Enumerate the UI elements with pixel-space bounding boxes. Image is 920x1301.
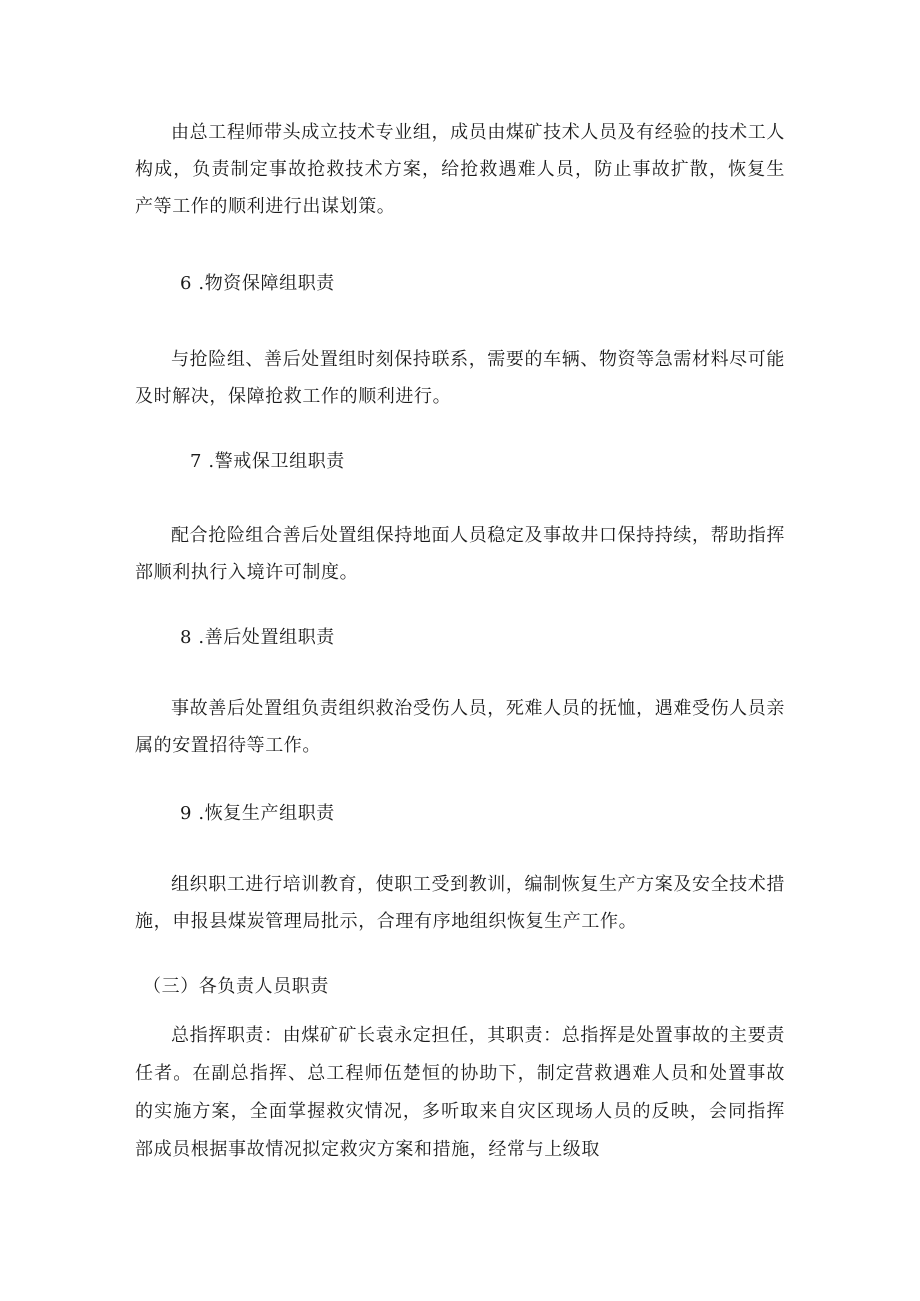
- paragraph-commander-duties: 总指挥职责：由煤矿矿长袁永定担任，其职责：总指挥是处置事故的主要责任者。在副总指挥、总工程师伍楚恒的协助下，制定营救遇难人员和处置事故的实施方案，全面掌握救灾情况，多听取来自灾区现场人员的反映，会同指挥部成员根据事故情况拟定救灾方案和措施，经常与上级取: [135, 1025, 785, 1160]
- heading-aftermath-group: 8 .善后处置组职责: [180, 627, 335, 648]
- paragraph-security-group: 配合抢险组合善后处置组保持地面人员稳定及事故井口保持持续，帮助指挥部顺利执行入境许可制度。: [135, 525, 785, 583]
- heading-section-three: （三）各负责人员职责: [143, 976, 329, 997]
- paragraph-material-support-group: 与抢险组、善后处置组时刻保持联系，需要的车辆、物资等急需材料尽可能及时解决，保障抢救工作的顺利进行。: [135, 349, 785, 407]
- heading-material-support-group: 6 .物资保障组职责: [180, 273, 335, 294]
- paragraph-production-recovery-group: 组织职工进行培训教育，使职工受到教训，编制恢复生产方案及安全技术措施，申报县煤炭管理局批示，合理有序地组织恢复生产工作。: [135, 874, 785, 932]
- heading-production-recovery-group: 9 .恢复生产组职责: [180, 803, 335, 824]
- paragraph-aftermath-group: 事故善后处置组负责组织救治受伤人员，死难人员的抚恤，遇难受伤人员亲属的安置招待等工作。: [135, 698, 785, 756]
- paragraph-technical-group: 由总工程师带头成立技术专业组，成员由煤矿技术人员及有经验的技术工人构成，负责制定事故抢救技术方案，给抢救遇难人员，防止事故扩散，恢复生产等工作的顺利进行出谋划策。: [135, 122, 785, 217]
- heading-security-group: 7 .警戒保卫组职责: [190, 451, 345, 472]
